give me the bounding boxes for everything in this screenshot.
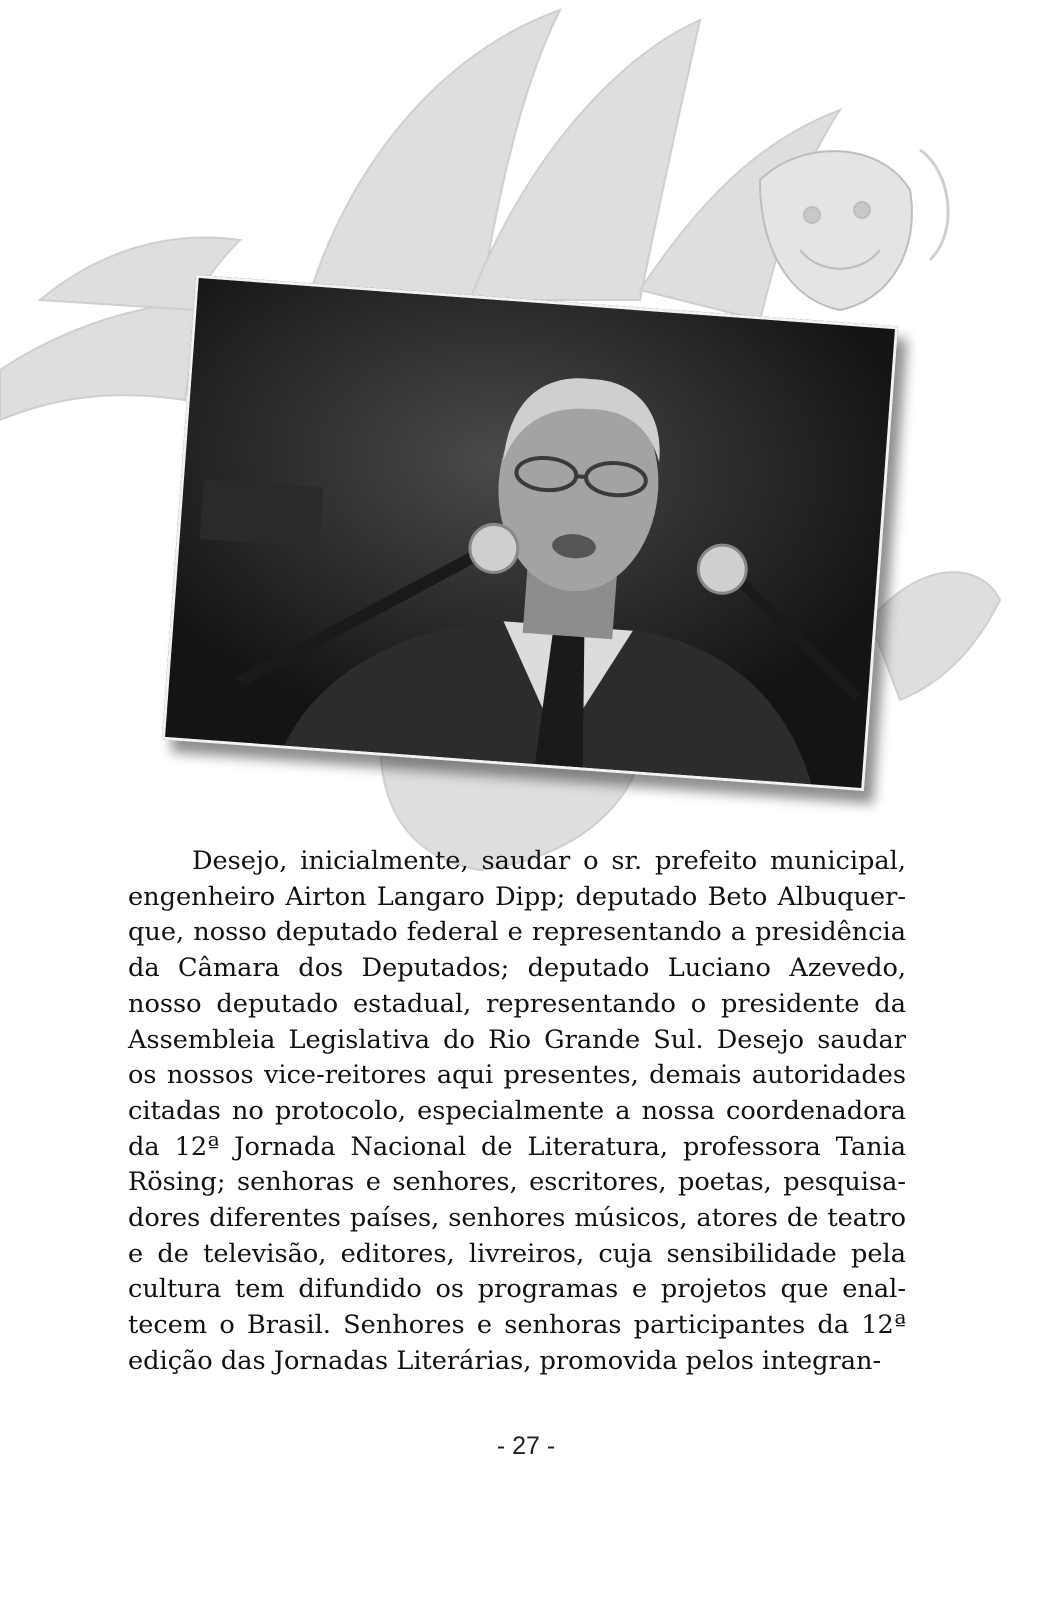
theatre-mask-icon bbox=[760, 151, 912, 310]
banner-sign bbox=[200, 479, 324, 548]
body-paragraph: Desejo, inicialmente, saudar o sr. prefeito municipal, engenheiro Airton Langaro Dipp; deputado Beto Albuquer-que, nosso deputado federal e representando a presidência da Câmara dos Deputados; deputado Luciano Azevedo, nosso deputado estadual, representando o presidente da Assembleia Legislativa do Rio Grande Sul. Desejo saudar os nossos vice-reitores aqui presentes, demais autoridades citadas no protocolo, especialmente a nossa coordenadora da 12ª Jornada Nacional de Literatura, professora Tania Rösing; senhoras e senhores, escritores, poetas, pesquisa-dores diferentes países, senhores músicos, atores de teatro e de televisão, editores, livreiros, cuja sensibilidade pela cultura tem difundido os programas e projetos que enal-tecem o Brasil. Senhores e senhoras participantes da 12ª edição das Jornadas Literárias, promovida pelos integran- bbox=[128, 846, 906, 1376]
jester-hand-right bbox=[870, 572, 1000, 700]
theatre-mask-tear bbox=[920, 150, 948, 260]
page-number: - 27 - bbox=[496, 1432, 556, 1460]
speaker-at-microphones-photo bbox=[165, 278, 895, 788]
speaker-photo bbox=[162, 275, 898, 791]
body-text bbox=[128, 844, 906, 1380]
photo-frame bbox=[162, 275, 898, 791]
